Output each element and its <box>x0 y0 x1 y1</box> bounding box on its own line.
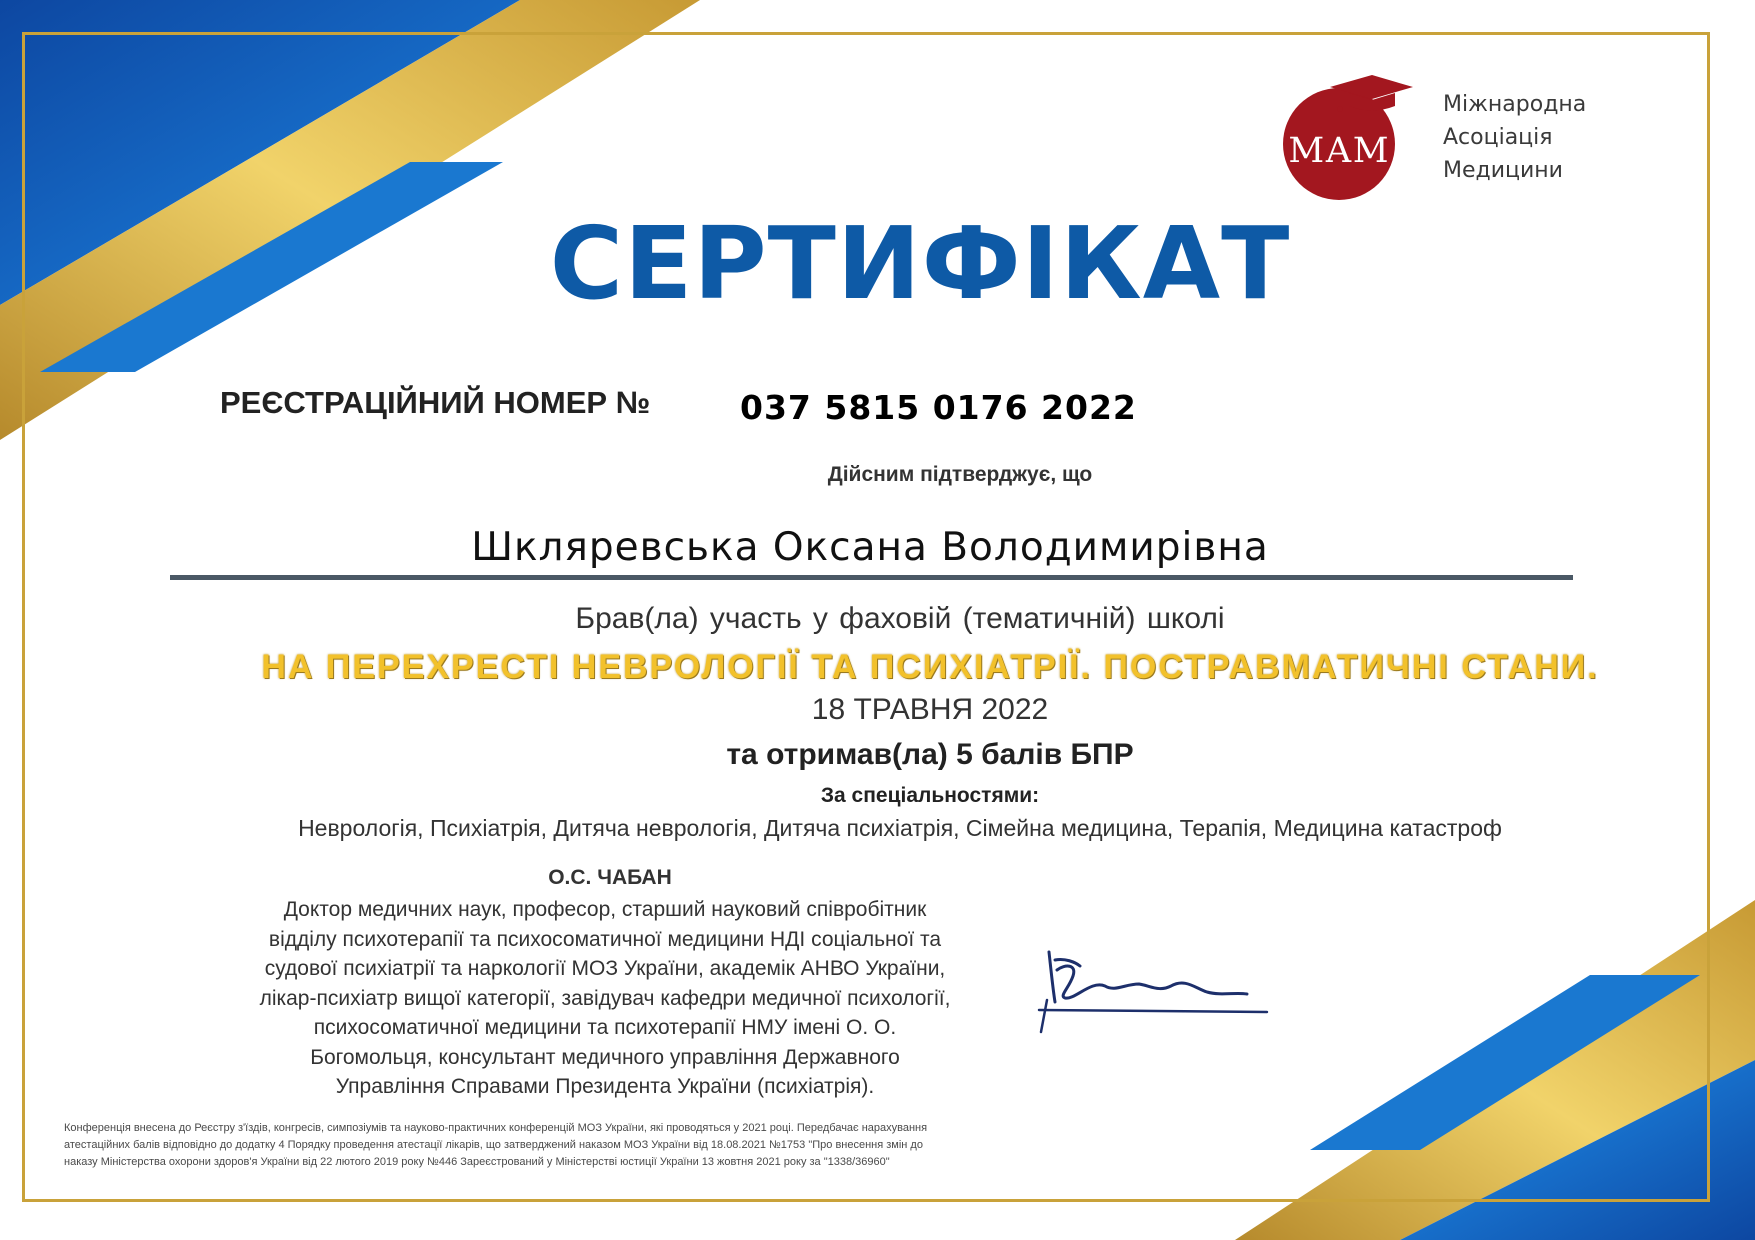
registration-label: РЕЄСТРАЦІЙНИЙ НОМЕР № <box>220 385 651 420</box>
confirmation-text: Дійсним підтверджує, що <box>827 463 1093 486</box>
recipient-name: Шкляревська Оксана Володимирівна <box>471 525 1269 570</box>
handwritten-signature <box>1035 940 1275 1040</box>
signer-description-line: лікар-психіатр вищої категорії, завідувач кафедри медичної психології, <box>259 986 951 1010</box>
organization-name-line: Медицини <box>1443 158 1563 183</box>
signer-description-line: відділу психотерапії та психосоматичної медицини НДІ соціальної та <box>268 927 942 951</box>
participation-text: Брав(ла) участь у фаховій (тематичній) школі <box>575 602 1225 635</box>
certificate-title: СЕРТИФІКАТ <box>549 205 1291 322</box>
footnote <box>64 1120 1274 1171</box>
graduation-cap-icon <box>1325 73 1415 118</box>
organization-name-line: Міжнародна <box>1443 92 1587 117</box>
signer-description-line: Доктор медичних наук, професор, старший науковий співробітник <box>283 898 927 921</box>
footnote-line: Конференція внесена до Реєстру з'їздів, конгресів, симпозіумів та науково-практичних конференцій МОЗ України, які проводяться у 2021 році. Передбачає нарахування <box>64 1122 928 1134</box>
name-underline <box>170 575 1573 580</box>
organization-name <box>1443 88 1703 187</box>
school-title: НА ПЕРЕХРЕСТІ НЕВРОЛОГІЇ ТА ПСИХІАТРІЇ. ПОСТРАВМАТИЧНІ СТАНИ. <box>261 648 1599 686</box>
signer-description-line: Богомольця, консультант медичного управління Державного <box>310 1045 900 1069</box>
logo-abbreviation: МАМ <box>1288 131 1390 171</box>
registration-number: 037 5815 0176 2022 <box>740 388 1137 427</box>
footnote-line: атестаційних балів відповідно до додатку 4 Порядку проведення атестації лікарів, що затверджений наказом МОЗ України від 18.08.2021 №1753 "Про внесення змін до <box>64 1139 923 1151</box>
signer-description-line: судової психіатрії та наркології МОЗ України, академік АНВО України, <box>264 957 946 980</box>
signer-name: О.С. ЧАБАН <box>548 866 672 889</box>
signer-description <box>215 895 995 1102</box>
points-awarded: та отримав(ла) 5 балів БПР <box>726 738 1134 771</box>
specialties-heading: За спеціальностями: <box>820 784 1040 807</box>
event-date: 18 ТРАВНЯ 2022 <box>811 693 1049 726</box>
signer-description-line: Управління Справами Президента України (психіатрія). <box>335 1075 875 1098</box>
organization-name-line: Асоціація <box>1443 125 1553 150</box>
signer-description-line: психосоматичної медицини та психотерапії НМУ імені О. О. <box>313 1016 897 1039</box>
footnote-line: наказу Міністерства охорони здоров'я України від 22 лютого 2019 року №446 Зареєстрований у Міністерстві юстиції України 13 жовтня 2021 року за "1338/36960" <box>64 1156 890 1168</box>
specialties-list: Неврологія, Психіатрія, Дитяча неврологія, Дитяча психіатрія, Сімейна медицина, Терапія, Медицина катастроф <box>298 815 1502 841</box>
